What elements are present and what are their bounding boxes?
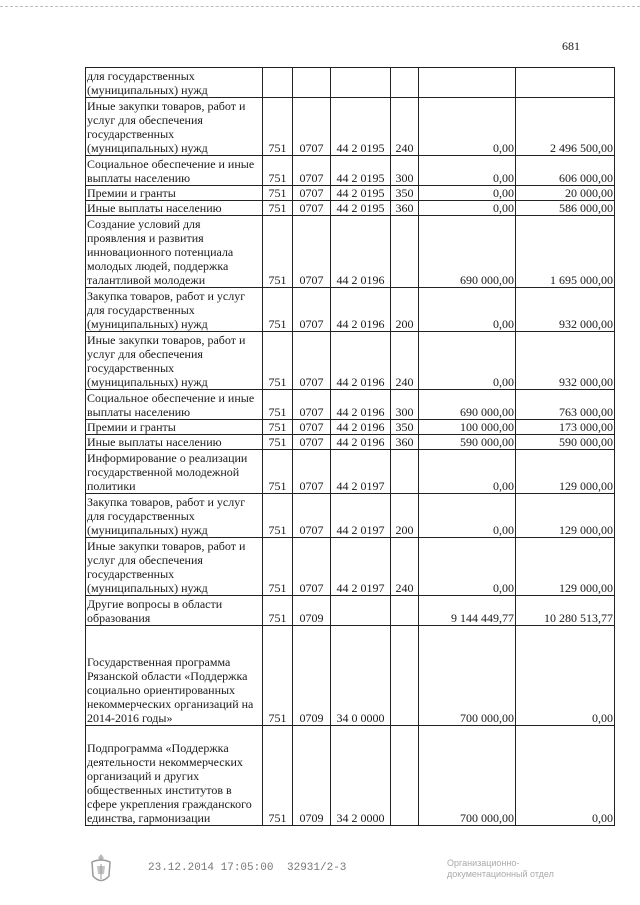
- cell-section-code: 0707: [293, 494, 331, 538]
- cell-amount-2: 763 000,00: [516, 390, 615, 420]
- cell-article-code: 44 2 0197: [331, 494, 391, 538]
- cell-name: Премии и гранты: [86, 420, 263, 435]
- coat-of-arms-icon: [88, 852, 114, 886]
- table-row: [86, 420, 615, 435]
- cell-name: для государственных (муниципальных) нужд: [86, 68, 263, 98]
- cell-amount-1: 9 144 449,77: [419, 596, 516, 626]
- cell-expense-type: [391, 726, 419, 826]
- cell-article-code: 44 2 0196: [331, 216, 391, 288]
- cell-section-code: 0707: [293, 420, 331, 435]
- footer-stamp-line2: документационный отдел: [447, 869, 554, 879]
- cell-admin-code: 751: [263, 288, 293, 332]
- cell-admin-code: 751: [263, 332, 293, 390]
- cell-amount-1: [419, 68, 516, 98]
- cell-expense-type: 300: [391, 390, 419, 420]
- cell-section-code: 0709: [293, 726, 331, 826]
- cell-amount-2: 129 000,00: [516, 450, 615, 494]
- cell-admin-code: 751: [263, 216, 293, 288]
- cell-amount-1: 0,00: [419, 288, 516, 332]
- cell-amount-1: 0,00: [419, 201, 516, 216]
- cell-amount-1: 690 000,00: [419, 216, 516, 288]
- cell-admin-code: 751: [263, 156, 293, 186]
- cell-amount-2: 606 000,00: [516, 156, 615, 186]
- cell-admin-code: 751: [263, 186, 293, 201]
- cell-name: Закупка товаров, работ и услуг для государственных (муниципальных) нужд: [86, 494, 263, 538]
- cell-name: Социальное обеспечение и иные выплаты населению: [86, 156, 263, 186]
- table-row: [86, 216, 615, 288]
- cell-section-code: 0709: [293, 596, 331, 626]
- cell-expense-type: [391, 216, 419, 288]
- cell-amount-2: 932 000,00: [516, 332, 615, 390]
- cell-name: Информирование о реализации государственной молодежной политики: [86, 450, 263, 494]
- cell-admin-code: 751: [263, 726, 293, 826]
- cell-admin-code: 751: [263, 98, 293, 156]
- scan-top-edge: [0, 6, 640, 7]
- cell-expense-type: 240: [391, 98, 419, 156]
- cell-expense-type: 300: [391, 156, 419, 186]
- cell-expense-type: 350: [391, 186, 419, 201]
- cell-name: Государственная программа Рязанской области «Поддержка социально ориентированных некоммерческих организаций на 2014-2016 годы»: [86, 626, 263, 726]
- cell-article-code: 44 2 0197: [331, 538, 391, 596]
- cell-admin-code: 751: [263, 494, 293, 538]
- cell-name: Иные выплаты населению: [86, 201, 263, 216]
- cell-article-code: 44 2 0197: [331, 450, 391, 494]
- cell-expense-type: 240: [391, 538, 419, 596]
- cell-amount-2: 0,00: [516, 626, 615, 726]
- cell-section-code: 0709: [293, 626, 331, 726]
- cell-expense-type: [391, 626, 419, 726]
- cell-section-code: [293, 68, 331, 98]
- footer-datetime: 23.12.2014 17:05:00: [148, 862, 274, 874]
- cell-admin-code: [263, 68, 293, 98]
- table-row: [86, 538, 615, 596]
- cell-section-code: 0707: [293, 435, 331, 450]
- cell-amount-1: 0,00: [419, 98, 516, 156]
- cell-admin-code: 751: [263, 626, 293, 726]
- cell-name: Иные закупки товаров, работ и услуг для обеспечения государственных (муниципальных) нужд: [86, 332, 263, 390]
- cell-admin-code: 751: [263, 450, 293, 494]
- table-row: [86, 156, 615, 186]
- cell-amount-1: 700 000,00: [419, 726, 516, 826]
- cell-name: Премии и гранты: [86, 186, 263, 201]
- cell-section-code: 0707: [293, 538, 331, 596]
- cell-article-code: [331, 596, 391, 626]
- cell-amount-2: 129 000,00: [516, 494, 615, 538]
- cell-amount-1: 0,00: [419, 186, 516, 201]
- footer-stamp-line1: Организационно-: [447, 858, 520, 868]
- cell-name: Другие вопросы в области образования: [86, 596, 263, 626]
- table-row: [86, 332, 615, 390]
- cell-amount-1: 690 000,00: [419, 390, 516, 420]
- cell-name: Подпрограмма «Поддержка деятельности некоммерческих организаций и других общественных институтов в сфере укрепления гражданского единства, гармонизации: [86, 726, 263, 826]
- table-row: [86, 288, 615, 332]
- cell-expense-type: 360: [391, 435, 419, 450]
- cell-amount-1: 0,00: [419, 450, 516, 494]
- cell-article-code: 34 2 0000: [331, 726, 391, 826]
- table-row: [86, 68, 615, 98]
- cell-section-code: 0707: [293, 390, 331, 420]
- cell-article-code: 34 0 0000: [331, 626, 391, 726]
- cell-name: Социальное обеспечение и иные выплаты населению: [86, 390, 263, 420]
- cell-section-code: 0707: [293, 332, 331, 390]
- cell-expense-type: [391, 450, 419, 494]
- cell-admin-code: 751: [263, 420, 293, 435]
- cell-article-code: 44 2 0195: [331, 201, 391, 216]
- cell-amount-2: 0,00: [516, 726, 615, 826]
- cell-amount-2: [516, 68, 615, 98]
- cell-admin-code: 751: [263, 435, 293, 450]
- table-row: [86, 201, 615, 216]
- cell-section-code: 0707: [293, 450, 331, 494]
- table-row: [86, 596, 615, 626]
- cell-section-code: 0707: [293, 216, 331, 288]
- cell-name: Иные закупки товаров, работ и услуг для обеспечения государственных (муниципальных) нужд: [86, 538, 263, 596]
- cell-section-code: 0707: [293, 156, 331, 186]
- table-row: [86, 450, 615, 494]
- table-row: [86, 494, 615, 538]
- cell-expense-type: 200: [391, 288, 419, 332]
- cell-amount-2: 129 000,00: [516, 538, 615, 596]
- cell-amount-2: 590 000,00: [516, 435, 615, 450]
- cell-name: Закупка товаров, работ и услуг для государственных (муниципальных) нужд: [86, 288, 263, 332]
- cell-amount-1: 700 000,00: [419, 626, 516, 726]
- cell-amount-2: 586 000,00: [516, 201, 615, 216]
- cell-section-code: 0707: [293, 186, 331, 201]
- budget-table: [85, 67, 615, 826]
- cell-amount-2: 2 496 500,00: [516, 98, 615, 156]
- page-number: 681: [562, 39, 580, 53]
- cell-amount-2: 932 000,00: [516, 288, 615, 332]
- cell-amount-1: 590 000,00: [419, 435, 516, 450]
- cell-article-code: 44 2 0196: [331, 420, 391, 435]
- table-row: [86, 435, 615, 450]
- page-footer: [0, 852, 640, 892]
- cell-amount-2: 10 280 513,77: [516, 596, 615, 626]
- cell-expense-type: 200: [391, 494, 419, 538]
- cell-article-code: [331, 68, 391, 98]
- cell-amount-2: 20 000,00: [516, 186, 615, 201]
- footer-document-id: 32931/2-3: [287, 862, 347, 874]
- cell-admin-code: 751: [263, 390, 293, 420]
- cell-amount-1: 0,00: [419, 494, 516, 538]
- cell-article-code: 44 2 0196: [331, 435, 391, 450]
- table-row: [86, 726, 615, 826]
- cell-admin-code: 751: [263, 201, 293, 216]
- cell-section-code: 0707: [293, 98, 331, 156]
- cell-expense-type: 240: [391, 332, 419, 390]
- table-row: [86, 186, 615, 201]
- cell-amount-2: 1 695 000,00: [516, 216, 615, 288]
- cell-expense-type: 360: [391, 201, 419, 216]
- table-row: [86, 98, 615, 156]
- cell-amount-1: 0,00: [419, 156, 516, 186]
- cell-article-code: 44 2 0196: [331, 332, 391, 390]
- cell-article-code: 44 2 0196: [331, 390, 391, 420]
- cell-admin-code: 751: [263, 596, 293, 626]
- cell-name: Иные закупки товаров, работ и услуг для обеспечения государственных (муниципальных) нужд: [86, 98, 263, 156]
- cell-expense-type: [391, 68, 419, 98]
- table-row: [86, 626, 615, 726]
- cell-section-code: 0707: [293, 288, 331, 332]
- cell-article-code: 44 2 0195: [331, 98, 391, 156]
- cell-name: Иные выплаты населению: [86, 435, 263, 450]
- cell-name: Создание условий для проявления и развития инновационного потенциала молодых людей, поддержка талантливой молодежи: [86, 216, 263, 288]
- cell-amount-1: 0,00: [419, 332, 516, 390]
- cell-expense-type: [391, 596, 419, 626]
- cell-section-code: 0707: [293, 201, 331, 216]
- cell-amount-1: 0,00: [419, 538, 516, 596]
- footer-stamp: [447, 858, 554, 880]
- cell-article-code: 44 2 0195: [331, 186, 391, 201]
- cell-admin-code: 751: [263, 538, 293, 596]
- cell-article-code: 44 2 0196: [331, 288, 391, 332]
- cell-amount-2: 173 000,00: [516, 420, 615, 435]
- cell-article-code: 44 2 0195: [331, 156, 391, 186]
- cell-expense-type: 350: [391, 420, 419, 435]
- table-row: [86, 390, 615, 420]
- cell-amount-1: 100 000,00: [419, 420, 516, 435]
